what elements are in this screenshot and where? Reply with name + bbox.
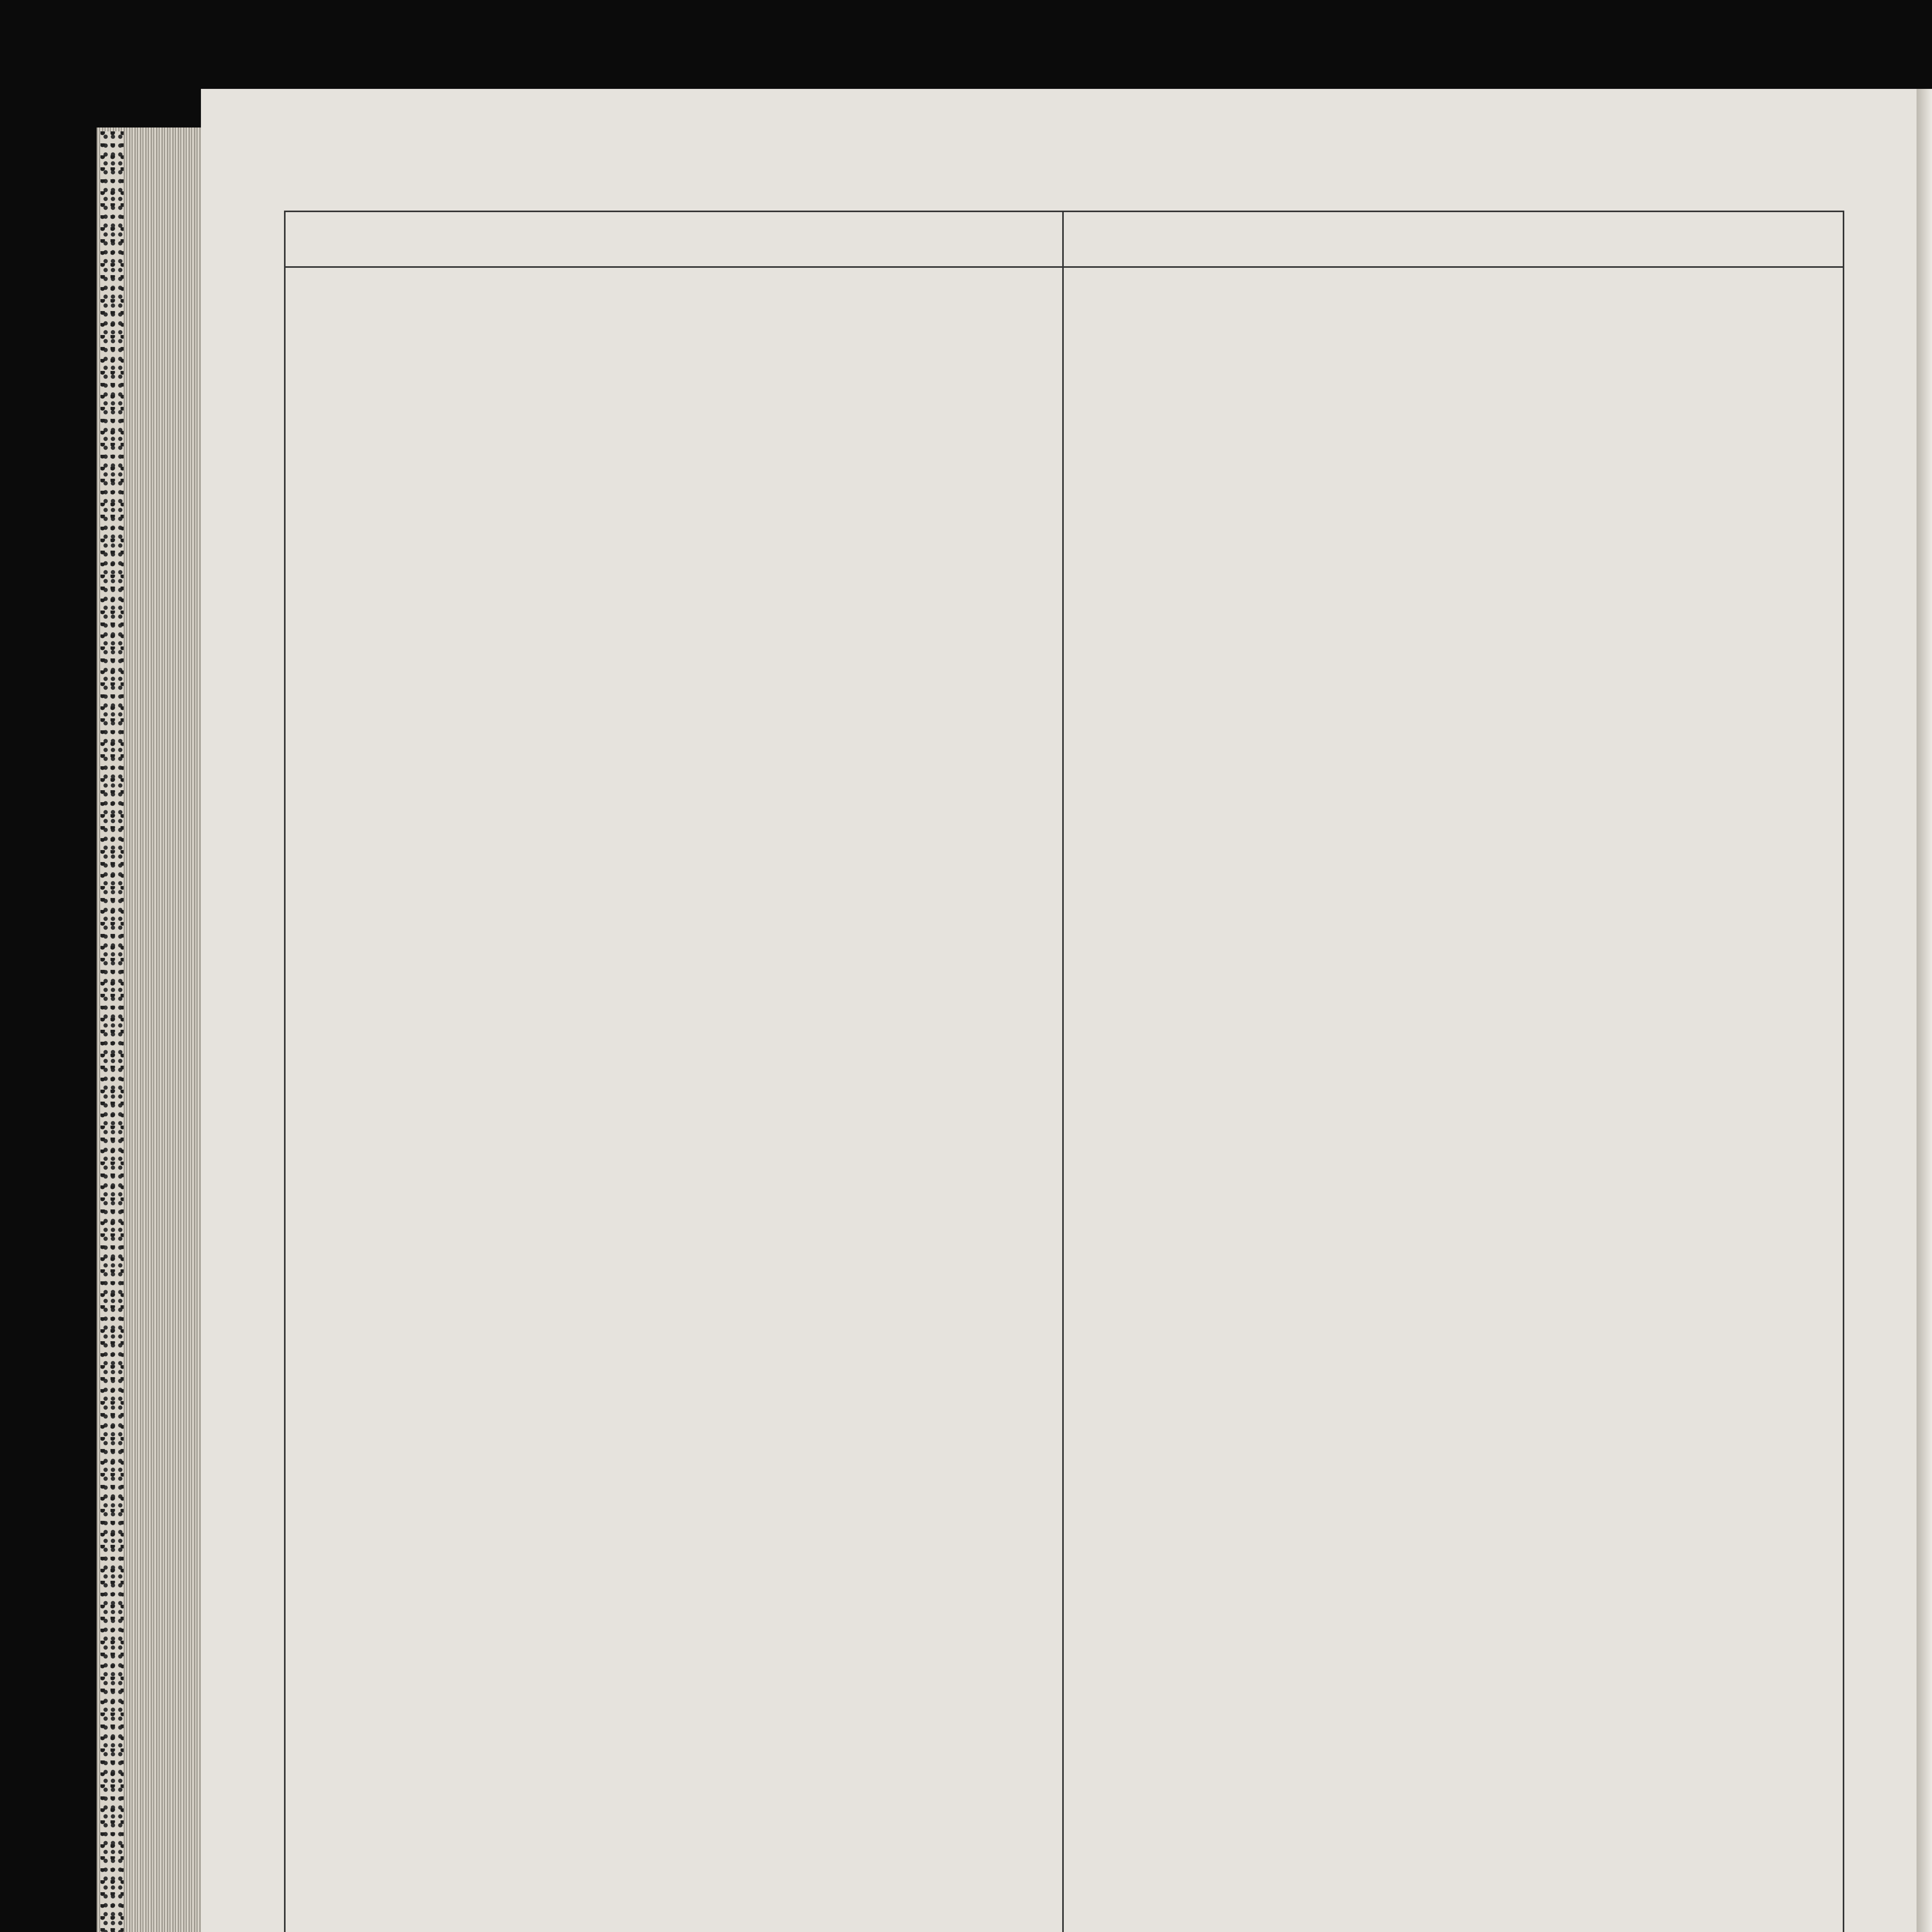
next-page-edge — [1917, 89, 1932, 1932]
table-header-right — [1064, 212, 1843, 268]
quotation-table — [284, 211, 1844, 1932]
table-header-left — [286, 212, 1062, 268]
page-header — [305, 93, 1832, 124]
marbled-book-edge — [100, 131, 124, 1932]
right-half — [1064, 212, 1843, 1932]
left-half — [286, 212, 1062, 1932]
